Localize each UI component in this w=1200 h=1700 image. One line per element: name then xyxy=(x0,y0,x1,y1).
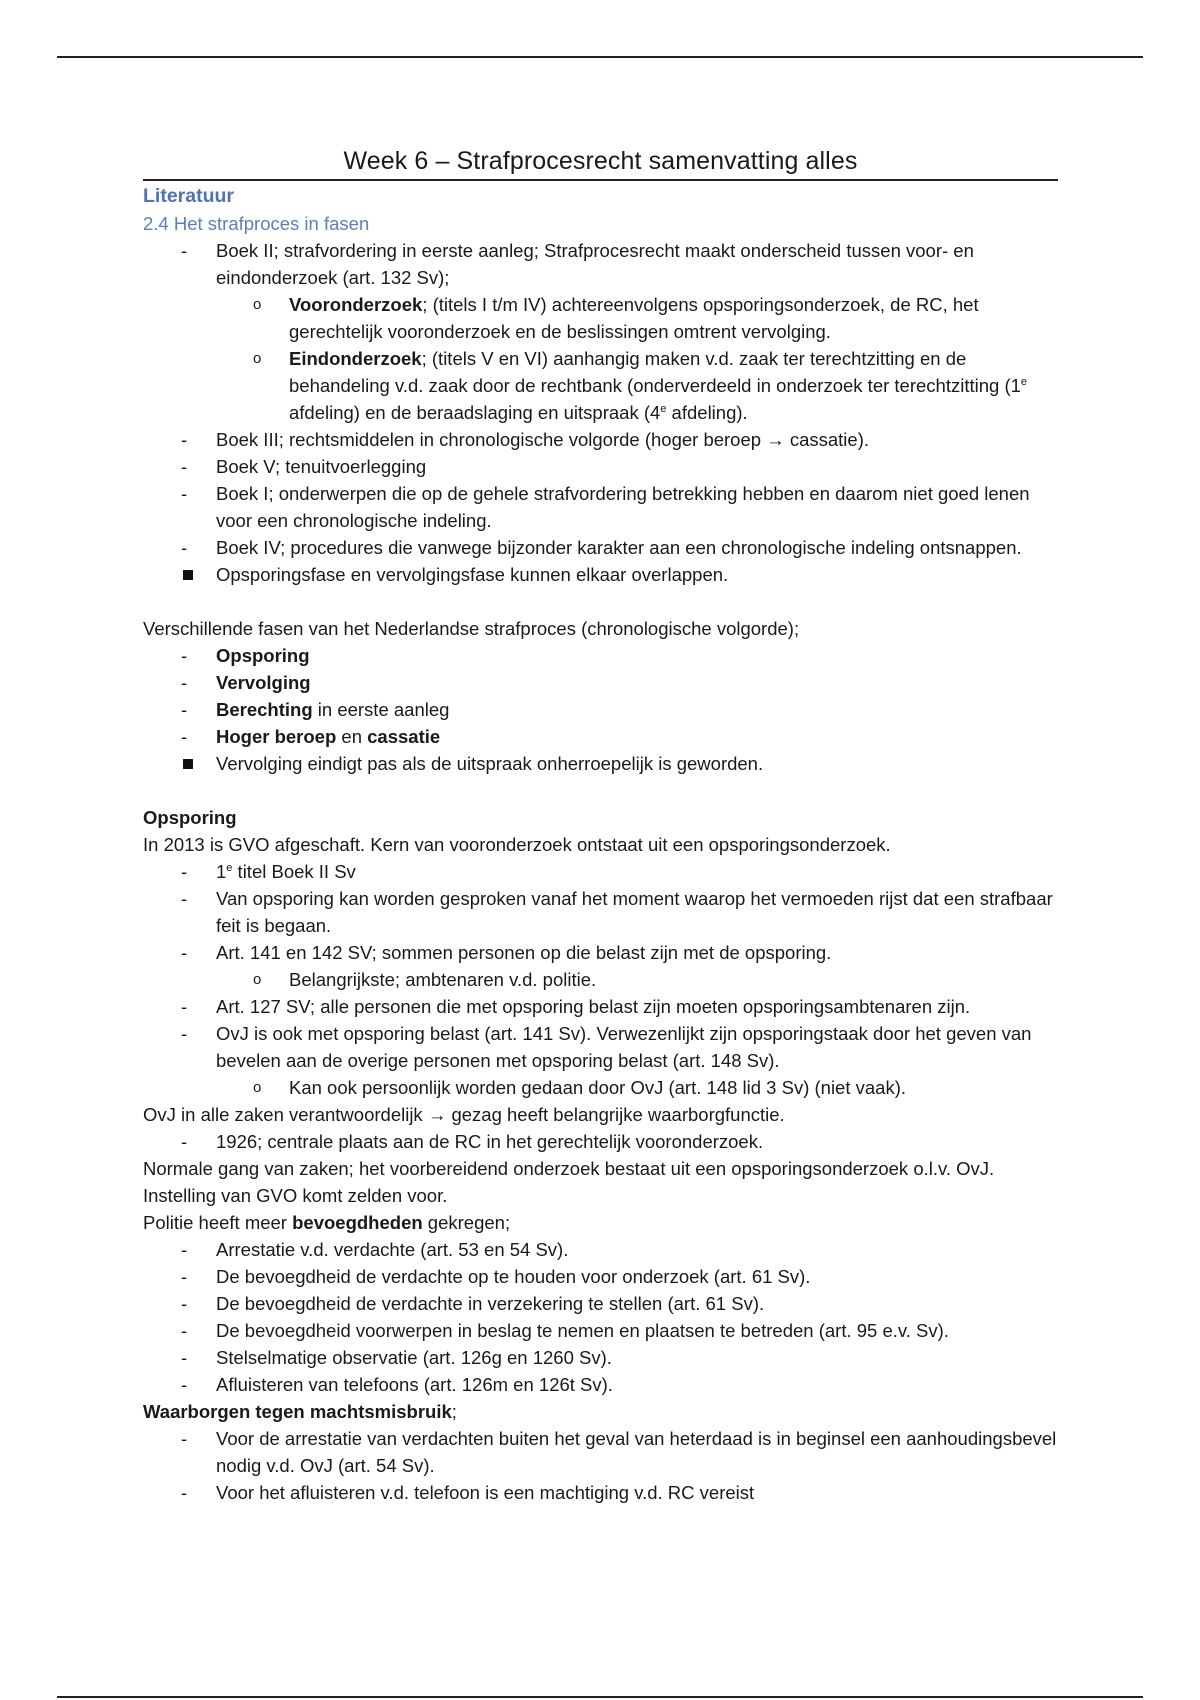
dash-marker: - xyxy=(181,240,188,261)
dash-marker: - xyxy=(181,1131,188,1152)
heading-section: 2.4 Het strafproces in fasen xyxy=(143,213,370,234)
dash-marker: - xyxy=(181,1239,188,1260)
dash-marker: - xyxy=(181,429,188,450)
heading-literatuur: Literatuur xyxy=(143,185,235,207)
document-page xyxy=(143,144,1058,1506)
term-eindonderzoek: Eindonderzoek xyxy=(289,348,422,369)
dash-marker: - xyxy=(181,726,188,747)
list-item xyxy=(143,561,1058,588)
list-item xyxy=(143,291,1058,345)
circle-marker: o xyxy=(253,1079,262,1096)
list-item-text: Boek III; rechtsmiddelen in chronologische volgorde (hoger beroep → cassatie). xyxy=(216,429,869,450)
list-item xyxy=(143,1263,1058,1290)
dash-marker: - xyxy=(181,861,188,882)
subheading-text: Opsporing xyxy=(143,807,237,828)
paragraph: OvJ in alle zaken verantwoordelijk → gezag heeft belangrijke waarborgfunctie. xyxy=(143,1104,785,1125)
circle-marker: o xyxy=(253,971,262,988)
term-vooronderzoek: Vooronderzoek xyxy=(289,294,423,315)
square-bullet-icon xyxy=(183,759,193,769)
list-item-text: De bevoegdheid de verdachte in verzekering te stellen (art. 61 Sv). xyxy=(216,1293,765,1314)
list-item-text: De bevoegdheid de verdachte op te houden voor onderzoek (art. 61 Sv). xyxy=(216,1266,811,1287)
title-block xyxy=(143,144,1058,181)
dash-marker: - xyxy=(181,1293,188,1314)
list-item-text: Voor de arrestatie van verdachten buiten het geval van heterdaad is in beginsel een aanhoudingsbevel nodig v.d. OvJ (art. 54 Sv). xyxy=(216,1428,1057,1476)
dash-marker: - xyxy=(181,456,188,477)
list-item-text: Afluisteren van telefoons (art. 126m en 126t Sv). xyxy=(216,1374,613,1395)
list-item-text: ; (titels V en VI) aanhangig maken v.d. zaak ter terechtzitting en de behandeling v.d. zaak door de rechtbank (onderverdeeld in onderzoek ter terechtzitting (1 xyxy=(289,348,1021,396)
phase-opsporing: Opsporing xyxy=(216,645,310,666)
list-item-text: 1926; centrale plaats aan de RC in het gerechtelijk vooronderzoek. xyxy=(216,1131,764,1152)
list-item xyxy=(143,1425,1058,1479)
list-item xyxy=(143,426,1058,453)
dash-marker: - xyxy=(181,645,188,666)
paragraph: Verschillende fasen van het Nederlandse strafproces (chronologische volgorde); xyxy=(143,618,800,639)
header-rule xyxy=(57,56,1143,58)
list-item xyxy=(143,1290,1058,1317)
list-item-text: Belangrijkste; ambtenaren v.d. politie. xyxy=(289,969,597,990)
footer-rule xyxy=(57,1696,1143,1698)
paragraph xyxy=(143,1209,1058,1236)
list-item xyxy=(143,939,1058,966)
list-item xyxy=(143,966,1058,993)
dash-marker: - xyxy=(181,1374,188,1395)
list-item-text: ; (titels I t/m IV) achtereenvolgens opsporingsonderzoek, de RC, het gerechtelijk vooronderzoek en de beslissingen omtrent vervolging. xyxy=(289,294,979,342)
list-item xyxy=(143,1479,1058,1506)
paragraph: Normale gang van zaken; het voorbereidend onderzoek bestaat uit een opsporingsonderzoek o.l.v. OvJ. Instelling van GVO komt zelden voor. xyxy=(143,1158,995,1206)
phase-cassatie: cassatie xyxy=(367,726,441,747)
list-item-text: Art. 141 en 142 SV; sommen personen op die belast zijn met de opsporing. xyxy=(216,942,832,963)
list-item xyxy=(143,858,1058,885)
list-item-text: 1 xyxy=(216,861,227,882)
list-item-text: Stelselmatige observatie (art. 126g en 1260 Sv). xyxy=(216,1347,612,1368)
paragraph-text: Politie heeft meer xyxy=(143,1212,293,1233)
list-item xyxy=(143,723,1058,750)
document-title: Week 6 – Strafprocesrecht samenvatting alles xyxy=(343,147,858,175)
superscript: e xyxy=(226,861,233,874)
list-item-text: OvJ is ook met opsporing belast (art. 141 Sv). Verwezenlijkt zijn opsporingstaak door het geven van bevelen aan de overige personen met opsporing belast (art. 148 Sv). xyxy=(216,1023,1032,1071)
list-item-text: Boek I; onderwerpen die op de gehele strafvordering betrekking hebben en daarom niet goed lenen voor een chronologische indeling. xyxy=(216,483,1030,531)
circle-marker: o xyxy=(253,296,262,313)
list-item xyxy=(143,669,1058,696)
term-bevoegdheden: bevoegdheden xyxy=(292,1212,423,1233)
dash-marker: - xyxy=(181,1320,188,1341)
dash-marker: - xyxy=(181,888,188,909)
list-item-text: afdeling) en de beraadslaging en uitspraak (4 xyxy=(289,402,661,423)
list-item-text: Boek V; tenuitvoerlegging xyxy=(216,456,427,477)
subheading-opsporing xyxy=(143,804,1058,831)
list-item-text: Art. 127 SV; alle personen die met opsporing belast zijn moeten opsporingsambtenaren zijn. xyxy=(216,996,971,1017)
square-bullet-icon xyxy=(183,570,193,580)
list-item-text: Opsporingsfase en vervolgingsfase kunnen elkaar overlappen. xyxy=(216,564,729,585)
list-item xyxy=(143,696,1058,723)
list-item xyxy=(143,1236,1058,1263)
list-item xyxy=(143,453,1058,480)
list-item-text: Voor het afluisteren v.d. telefoon is een machtiging v.d. RC vereist xyxy=(216,1482,755,1503)
list-item xyxy=(143,1020,1058,1074)
paragraph-text: gekregen; xyxy=(422,1212,511,1233)
phase-hoger-beroep: Hoger beroep xyxy=(216,726,337,747)
list-item xyxy=(143,750,1058,777)
list-item-text: Boek IV; procedures die vanwege bijzonder karakter aan een chronologische indeling ontsnappen. xyxy=(216,537,1022,558)
list-item-text: in eerste aanleg xyxy=(312,699,450,720)
dash-marker: - xyxy=(181,1266,188,1287)
list-item-text: Van opsporing kan worden gesproken vanaf het moment waarop het vermoeden rijst dat een strafbaar feit is begaan. xyxy=(216,888,1053,936)
list-item xyxy=(143,480,1058,534)
list-item-text: Arrestatie v.d. verdachte (art. 53 en 54 Sv). xyxy=(216,1239,569,1260)
paragraph xyxy=(143,1398,1058,1425)
phase-berechting: Berechting xyxy=(216,699,313,720)
paragraph: In 2013 is GVO afgeschaft. Kern van vooronderzoek ontstaat uit een opsporingsonderzoek. xyxy=(143,834,891,855)
list-item-text: en xyxy=(336,726,368,747)
list-item xyxy=(143,534,1058,561)
paragraph-text: ; xyxy=(451,1401,457,1422)
list-item xyxy=(143,1074,1058,1101)
dash-marker: - xyxy=(181,1347,188,1368)
dash-marker: - xyxy=(181,996,188,1017)
list-item xyxy=(143,345,1058,426)
dash-marker: - xyxy=(181,537,188,558)
dash-marker: - xyxy=(181,1023,188,1044)
list-item xyxy=(143,993,1058,1020)
phase-vervolging: Vervolging xyxy=(216,672,311,693)
dash-marker: - xyxy=(181,1428,188,1449)
dash-marker: - xyxy=(181,1482,188,1503)
list-item xyxy=(143,1344,1058,1371)
list-item-text: De bevoegdheid voorwerpen in beslag te nemen en plaatsen te betreden (art. 95 e.v. Sv). xyxy=(216,1320,949,1341)
term-waarborgen: Waarborgen tegen machtsmisbruik xyxy=(143,1401,452,1422)
list-item xyxy=(143,1317,1058,1344)
superscript: e xyxy=(1020,375,1028,388)
list-item xyxy=(143,1128,1058,1155)
dash-marker: - xyxy=(181,672,188,693)
list-item xyxy=(143,1371,1058,1398)
dash-marker: - xyxy=(181,699,188,720)
list-item-text: Boek II; strafvordering in eerste aanleg; Strafprocesrecht maakt onderscheid tussen voor- en eindonderzoek (art. 132 Sv); xyxy=(216,240,974,288)
list-item-text: afdeling). xyxy=(666,402,748,423)
list-item-text: Kan ook persoonlijk worden gedaan door OvJ (art. 148 lid 3 Sv) (niet vaak). xyxy=(289,1077,906,1098)
dash-marker: - xyxy=(181,942,188,963)
superscript: e xyxy=(660,402,667,415)
dash-marker: - xyxy=(181,483,188,504)
list-item xyxy=(143,885,1058,939)
list-item xyxy=(143,642,1058,669)
list-item xyxy=(143,237,1058,291)
list-item-text: Vervolging eindigt pas als de uitspraak onherroepelijk is geworden. xyxy=(216,753,764,774)
list-item-text: titel Boek II Sv xyxy=(232,861,356,882)
circle-marker: o xyxy=(253,350,262,367)
